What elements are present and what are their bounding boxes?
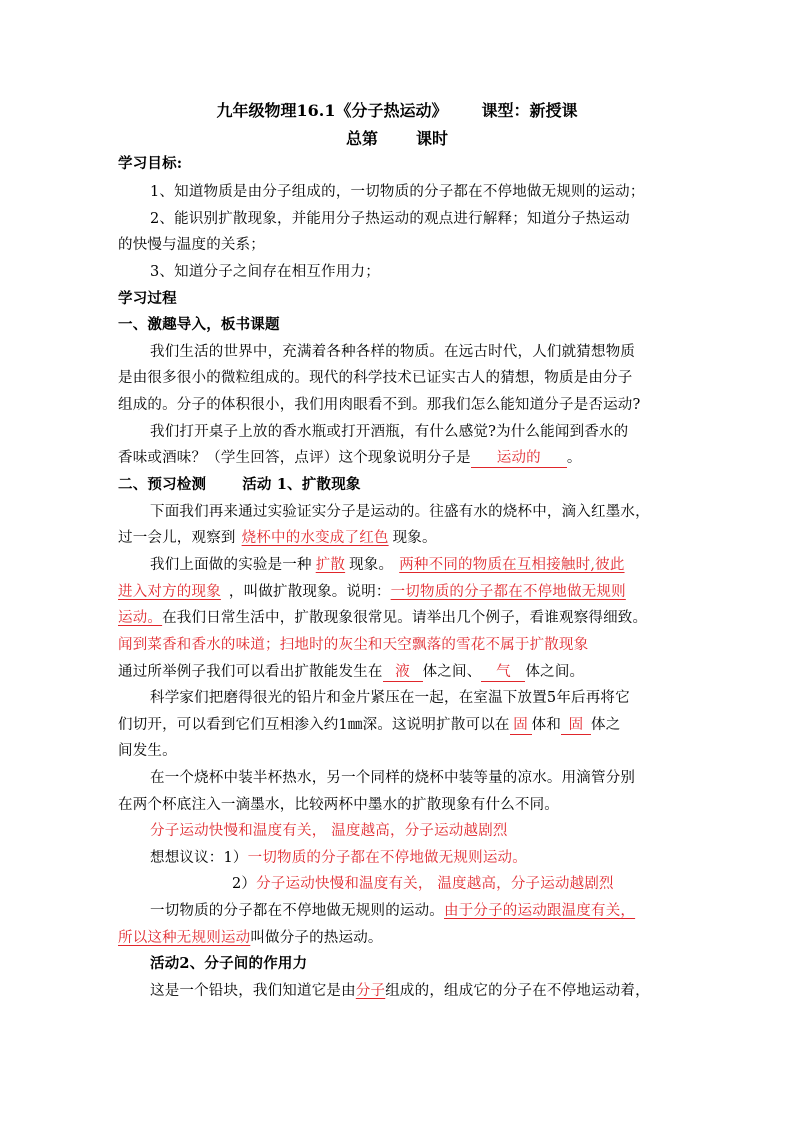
answer-irregular-motion: 所以这种无规则运动 <box>118 930 251 946</box>
think-line-2 <box>232 872 794 896</box>
para-1b: 是由很多很小的微粒组成的。现代的科学技术已证实古人的猜想，物质是由分子 <box>118 370 633 386</box>
activity-2-heading: 活动2、分子间的作用力 <box>150 955 308 972</box>
process-heading: 学习过程 <box>118 290 177 307</box>
answer-gas: 气 <box>481 663 525 682</box>
answer-think-1: 一切物质的分子都在不停地做无规则运动。 <box>247 850 527 866</box>
para-2a: 我们打开桌子上放的香水瓶或打开酒瓶，有什么感觉?为什么能闻到香水的 <box>150 424 629 440</box>
para-6b-end: 体之 <box>591 717 621 733</box>
para-3b <box>118 526 688 550</box>
goal-3: 3、知道分子之间存在相互作用力； <box>150 264 380 280</box>
goal-2b: 的快慢与温度的关系； <box>118 237 265 253</box>
para-4a-mid: 现象。 <box>349 557 394 573</box>
period-line <box>0 126 794 152</box>
para-9-text: 这是一个铅块，我们知道它是由 <box>150 983 356 999</box>
think-line-1 <box>150 846 720 870</box>
para-4b <box>118 580 688 604</box>
para-4a <box>150 553 720 577</box>
para-4c <box>118 606 688 630</box>
goal-2a: 2、能识别扩散现象，并能用分子热运动的观点进行解释；知道分子热运动 <box>150 211 630 227</box>
para-6c: 间发生。 <box>118 743 177 759</box>
answer-temperature-related: 由于分子的运动跟温度有关， <box>444 903 636 919</box>
answer-molecules-move: 一切物质的分子都在不停地做无规则 <box>390 584 626 600</box>
para-6a: 科学家们把磨得很光的铅片和金片紧压在一起，在室温下放置5年后再将它 <box>150 690 630 706</box>
section-2-line <box>118 473 688 497</box>
para-1a: 我们生活的世界中，充满着各种各样的物质。在远古时代，人们就猜想物质 <box>150 344 636 360</box>
answer-blank-moving: 运动的 <box>471 449 567 468</box>
para-2b-end: 。 <box>566 450 582 466</box>
answer-liquid: 液 <box>383 663 423 682</box>
para-9 <box>150 979 720 1003</box>
para-2b <box>118 446 688 470</box>
section-2-heading: 二、预习检测 <box>118 476 207 493</box>
answer-motion: 运动。 <box>118 610 163 626</box>
para-8b-text: 叫做分子的热运动。 <box>250 930 383 946</box>
goal-1: 1、知道物质是由分子组成的，一切物质的分子都在不停地做无规则的运动； <box>150 184 645 200</box>
para-7a: 在一个烧杯中装半杯热水，另一个同样的烧杯中装等量的凉水。用滴管分别 <box>150 770 636 786</box>
section-1-heading: 一、激趣导入，板书课题 <box>118 316 280 333</box>
answer-red-water: 烧杯中的水变成了红色 <box>241 530 389 546</box>
answer-solid-1: 固 <box>510 716 532 735</box>
para-4c-text: 在我们日常生活中，扩散现象很常见。请举出几个例子，看谁观察得细致。 <box>162 610 648 626</box>
para-7b: 在两个杯底注入一滴墨水，比较两杯中墨水的扩散现象有什么不同。 <box>118 797 559 813</box>
para-1c: 组成的。分子的体积很小，我们用肉眼看不到。那我们怎么能知道分子是否运动? <box>118 397 641 413</box>
para-3a: 下面我们再来通过实验证实分子是运动的。往盛有水的烧杯中，滴入红墨水， <box>150 504 650 520</box>
para-8b <box>118 926 688 950</box>
document-title: 九年级物理16.1《分子热运动》 <box>216 101 448 120</box>
para-9-end: 组成的，组成它的分子在不停地运动着， <box>385 983 650 999</box>
period-suffix: 课时 <box>416 129 449 148</box>
para-5 <box>118 660 688 684</box>
think-2-number: 2） <box>232 876 257 892</box>
answer-molecules: 分子 <box>355 983 386 999</box>
think-label: 想想议议：1） <box>150 850 248 866</box>
para-6b-mid: 体和 <box>531 717 562 733</box>
para-8a <box>150 899 720 923</box>
para-3b-text: 过一会儿，观察到 <box>118 530 236 546</box>
para-5-end: 体之间。 <box>525 664 585 680</box>
answer-enter-each-other: 进入对方的现象 <box>118 584 221 600</box>
para-6b-text: 们切开，可以看到它们互相渗入约1㎜深。这说明扩散可以在 <box>118 717 510 733</box>
period-prefix: 总第 <box>345 129 378 148</box>
lesson-type: 课型：新授课 <box>481 101 578 120</box>
answer-temperature: 分子运动快慢和温度有关， 温度越高，分子运动越剧烈 <box>150 823 508 839</box>
para-6b <box>118 713 688 737</box>
para-3b-end: 现象。 <box>392 530 437 546</box>
goals-heading: 学习目标: <box>118 155 183 172</box>
answer-solid-2: 固 <box>561 716 591 735</box>
para-4a-text: 我们上面做的实验是一种 <box>150 557 312 573</box>
answer-diffusion: 扩散 <box>315 557 346 573</box>
para-5-mid: 体之间、 <box>422 664 482 680</box>
answer-think-2: 分子运动快慢和温度有关， 温度越高，分子运动越剧烈 <box>256 876 614 892</box>
activity-1-heading: 活动 1、扩散现象 <box>242 476 361 493</box>
para-8a-text: 一切物质的分子都在不停地做无规则的运动。 <box>150 903 444 919</box>
answer-diffusion-definition: 两种不同的物质在互相接触时,彼此 <box>399 557 625 573</box>
para-4b-mid: ，叫做扩散现象。说明： <box>228 584 391 600</box>
para-5-text: 通过所举例子我们可以看出扩散能发生在 <box>118 664 383 680</box>
para-2b-text: 香味或酒味？（学生回答，点评）这个现象说明分子是 <box>118 450 471 466</box>
answer-examples: 闻到菜香和香水的味道；扫地时的灰尘和天空飘落的雪花不属于扩散现象 <box>118 637 589 653</box>
document-title-line <box>0 98 794 124</box>
